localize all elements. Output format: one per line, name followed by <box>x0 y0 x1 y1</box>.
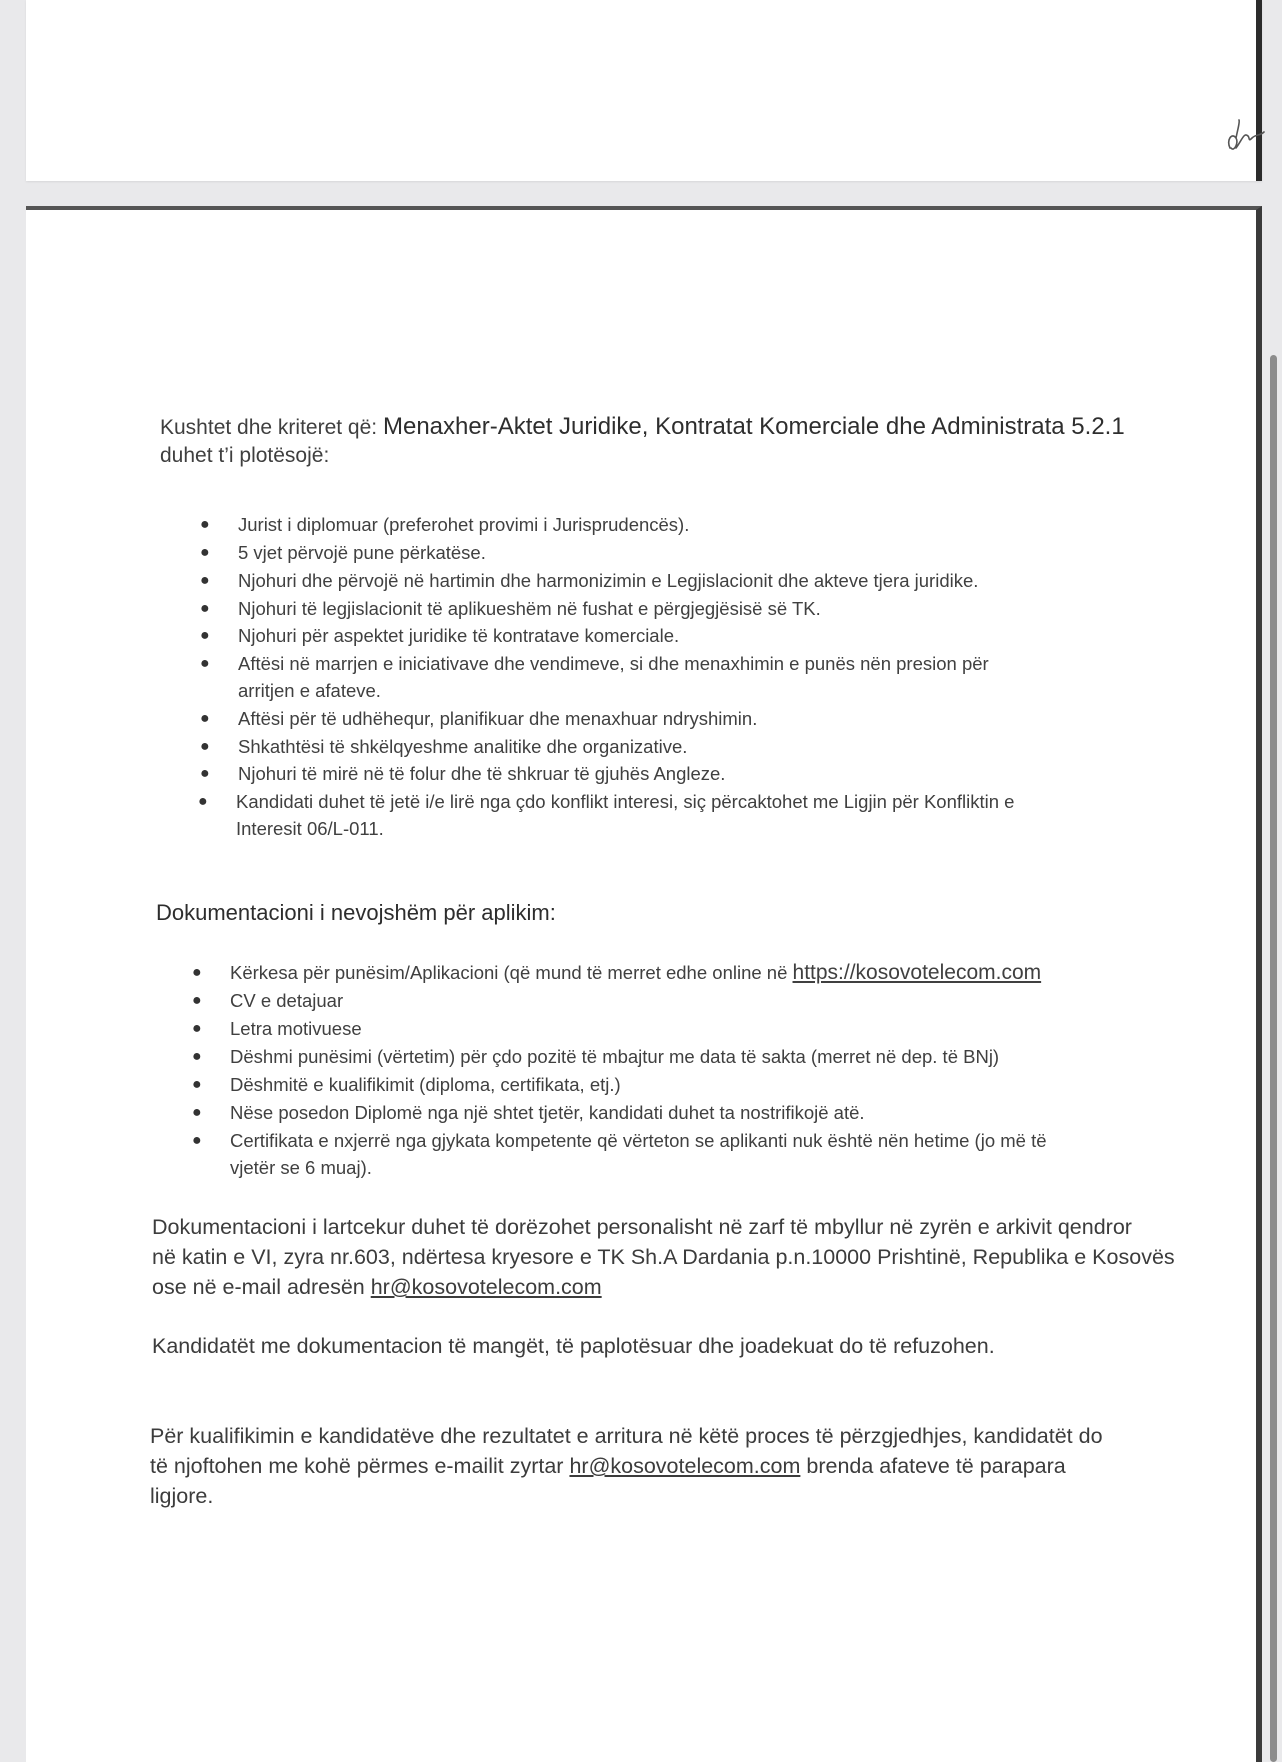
submission-line: Dokumentacioni i lartcekur duhet të dorëzohet personalisht në zarf të mbyllur në zyrën e arkivit qendror <box>152 1215 1132 1239</box>
handwritten-initials <box>1222 118 1268 158</box>
list-item: ● Njohuri të mirë në të folur dhe të shkruar të gjuhës Angleze. <box>200 763 726 784</box>
email-link[interactable]: hr@kosovotelecom.com <box>569 1454 801 1478</box>
list-item: ● Jurist i diplomuar (preferohet provimi i Jurisprudencës). <box>200 514 690 535</box>
list-item: ● Aftësi për të udhëhequr, planifikuar dhe menaxhuar ndryshimin. <box>200 708 758 729</box>
notification-line: ligjore. <box>150 1484 214 1508</box>
list-item: ● CV e detajuar <box>192 990 344 1011</box>
list-item: ● Letra motivuese <box>192 1018 362 1039</box>
notification-line: Për kualifikimin e kandidatëve dhe rezultatet e arritura në këtë proces të përzgjedhjes, kandidatët do <box>150 1424 1103 1448</box>
list-item: ● Certifikata e nxjerrë nga gjykata kompetente që vërteton se aplikanti nuk është nën hetime (jo më të <box>192 1130 1047 1151</box>
scrollbar[interactable] <box>1270 355 1277 1762</box>
list-item: ● 5 vjet përvojë pune përkatëse. <box>200 542 486 563</box>
list-item: ● Kandidati duhet të jetë i/e lirë nga çdo konflikt interesi, siç përcaktohet me Ligjin për Konfliktin e <box>198 791 1015 812</box>
list-item-continuation: arritjen e afateve. <box>238 680 381 701</box>
list-item: ● Dëshmitë e kualifikimit (diploma, certifikata, etj.) <box>192 1074 621 1095</box>
list-item-continuation: Interesit 06/L-011. <box>236 818 384 839</box>
list-item: ● Kërkesa për punësim/Aplikacioni (që mund të merret edhe online në https://kosovotelecom.com <box>192 961 1042 984</box>
list-item: ● Dëshmi punësimi (vërtetim) për çdo pozitë të mbajtur me data të sakta (merret në dep. të BNj) <box>192 1046 1000 1067</box>
list-item: ● Njohuri dhe përvojë në hartimin dhe harmonizimin e Legjislacionit dhe akteve tjera juridike. <box>200 570 979 591</box>
list-item: ● Njohuri të legjislacionit të aplikueshëm në fushat e përgjegjësisë së TK. <box>200 598 821 619</box>
submission-line: ose në e-mail adresën hr@kosovotelecom.com <box>152 1275 602 1299</box>
criteria-heading: Kushtet dhe kriteret që: Menaxher-Aktet Juridike, Kontratat Komerciale dhe Administrata 5.2.1 <box>160 413 1125 440</box>
list-item: ● Shkathtësi të shkëlqyeshme analitike dhe organizative. <box>200 736 688 757</box>
notification-line: të njoftohen me kohë përmes e-mailit zyrtar hr@kosovotelecom.com brenda afateve të parapara <box>150 1454 1066 1478</box>
previous-page <box>26 0 1262 181</box>
email-link[interactable]: hr@kosovotelecom.com <box>370 1275 602 1299</box>
rejection-note: Kandidatët me dokumentacion të mangët, të paplotësuar dhe joadekuat do të refuzohen. <box>152 1334 995 1358</box>
list-item: ● Njohuri për aspektet juridike të kontratave komerciale. <box>200 625 680 646</box>
position-title: Menaxher-Aktet Juridike, Kontratat Komerciale dhe Administrata 5.2.1 <box>382 413 1125 440</box>
list-item: ● Nëse posedon Diplomë nga një shtet tjetër, kandidati duhet ta nostrifikojë atë. <box>192 1102 865 1123</box>
criteria-heading-suffix: duhet t’i plotësojë: <box>160 444 330 467</box>
docs-heading: Dokumentacioni i nevojshëm për aplikim: <box>156 900 556 925</box>
list-item: ● Aftësi në marrjen e iniciativave dhe vendimeve, si dhe menaxhimin e punës nën presion për <box>200 653 989 674</box>
list-item-continuation: vjetër se 6 muaj). <box>230 1157 372 1178</box>
submission-line: në katin e VI, zyra nr.603, ndërtesa kryesore e TK Sh.A Dardania p.n.10000 Prishtinë, Republika e Kosovës <box>152 1245 1175 1269</box>
website-link[interactable]: https://kosovotelecom.com <box>792 961 1042 984</box>
